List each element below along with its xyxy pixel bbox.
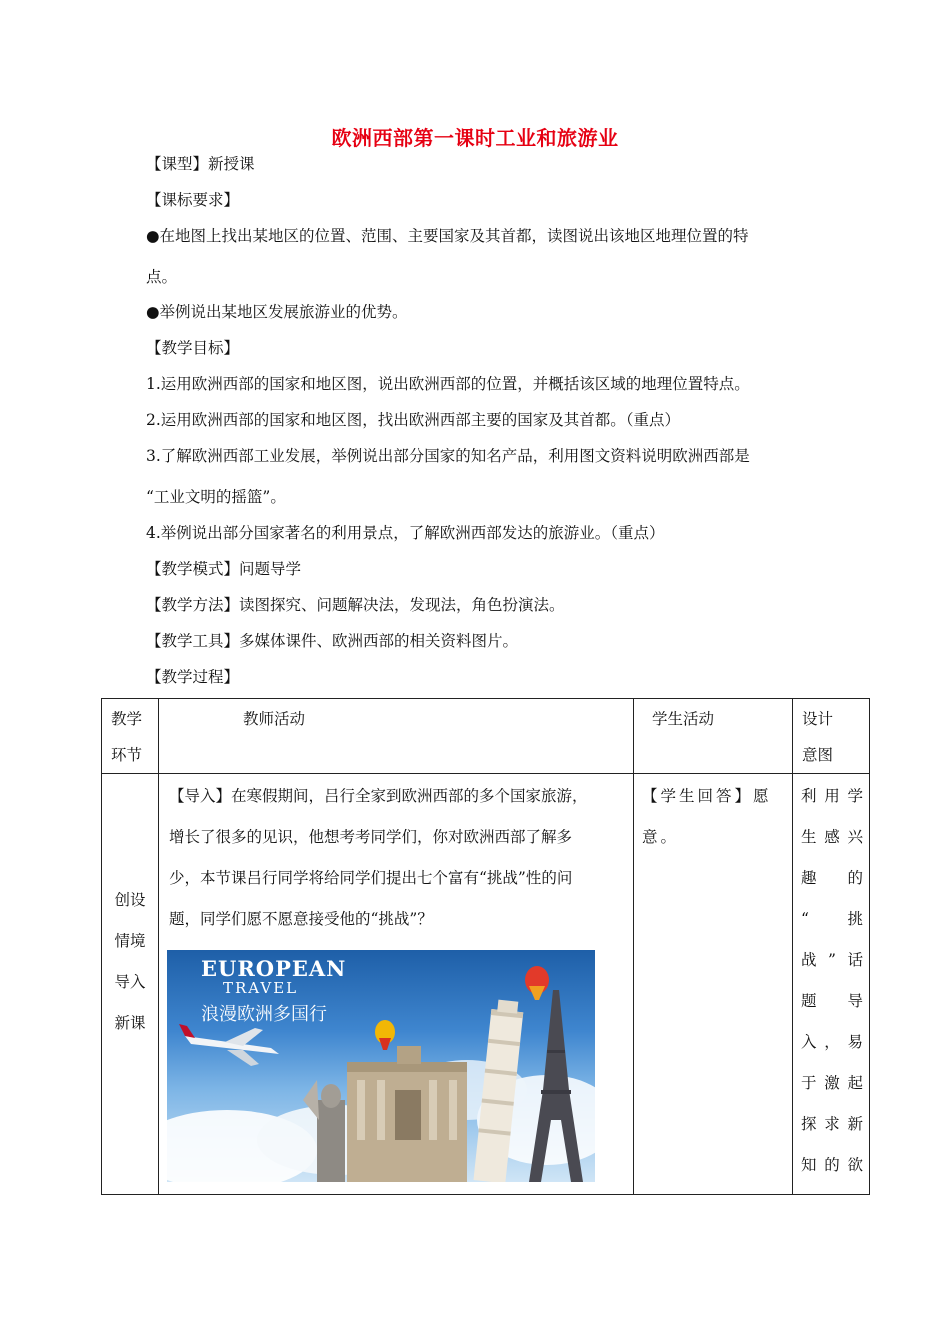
header-stage-line1: 教学 xyxy=(111,710,143,728)
stage-line: 新课 xyxy=(114,1014,146,1032)
header-teacher-label: 教师活动 xyxy=(243,710,306,728)
stage-cell xyxy=(102,774,159,1195)
header-stage-line2: 环节 xyxy=(111,746,143,764)
stage-line: 情境 xyxy=(114,932,146,950)
intent-line: 生感兴 xyxy=(801,828,863,846)
intent-line: 知的欲 xyxy=(801,1156,863,1174)
header-teacher xyxy=(159,699,634,774)
teacher-cell xyxy=(159,774,634,1195)
header-stage xyxy=(102,699,159,774)
intent-line: “ 挑 xyxy=(801,910,863,928)
header-intent xyxy=(793,699,870,774)
process-heading: 【教学过程】 xyxy=(146,668,240,686)
goal-3-cont: “工业文明的摇篮”。 xyxy=(146,488,286,506)
header-intent-line1: 设计 xyxy=(802,710,834,728)
teacher-line: 【导入】在寒假期间，吕行全家到欧洲西部的多个国家旅游， xyxy=(169,787,588,805)
banner-title-zh: 浪漫欧洲多国行 xyxy=(201,1004,327,1025)
intent-line: 利用学 xyxy=(801,787,863,805)
teacher-line: 增长了很多的见识，他想考考同学们，你对欧洲西部了解多 xyxy=(169,828,573,846)
goal-3: 3.了解欧洲西部工业发展，举例说出部分国家的知名产品，利用图文资料说明欧洲西部是 xyxy=(146,447,750,465)
europe-travel-image xyxy=(167,950,595,1182)
trevi-fountain-icon xyxy=(347,1046,467,1182)
airplane-icon xyxy=(179,1024,279,1066)
curriculum-item-1-cont: 点。 xyxy=(146,268,178,286)
teacher-line: 题，同学们愿不愿意接受他的“挑战”？ xyxy=(169,910,433,928)
stage-line: 创设 xyxy=(114,891,146,909)
intent-line: 战”话 xyxy=(801,951,863,969)
curriculum-item-2: ●举例说出某地区发展旅游业的优势。 xyxy=(146,303,408,321)
banner-subtitle-en: TRAVEL xyxy=(223,979,299,997)
intent-line: 入，易 xyxy=(801,1033,863,1051)
intent-line: 探求新 xyxy=(801,1115,863,1133)
teaching-tools: 【教学工具】多媒体课件、欧洲西部的相关资料图片。 xyxy=(146,632,519,650)
header-student-label: 学生活动 xyxy=(652,710,715,728)
student-line: 意。 xyxy=(642,828,680,846)
document-title: 欧洲西部第一课时工业和旅游业 xyxy=(331,126,619,150)
hot-air-balloon-icon xyxy=(375,966,549,1050)
stage-line: 导入 xyxy=(114,973,146,991)
lesson-type: 【课型】新授课 xyxy=(146,155,255,173)
goal-4: 4.举例说出部分国家著名的利用景点，了解欧洲西部发达的旅游业。（重点） xyxy=(146,524,665,542)
intent-line: 趣 的 xyxy=(801,869,863,887)
curriculum-heading: 【课标要求】 xyxy=(146,191,240,209)
goal-2: 2.运用欧洲西部的国家和地区图，找出欧洲西部主要的国家及其首都。（重点） xyxy=(146,411,681,429)
goal-1: 1.运用欧洲西部的国家和地区图，说出欧洲西部的位置，并概括该区域的地理位置特点。 xyxy=(146,375,750,393)
teaching-mode: 【教学模式】问题导学 xyxy=(146,560,302,578)
header-student xyxy=(634,699,793,774)
header-intent-line2: 意图 xyxy=(802,746,834,764)
teaching-process-table xyxy=(101,698,870,1195)
teacher-line: 少，本节课吕行同学将给同学们提出七个富有“挑战”性的问 xyxy=(169,869,573,887)
student-line: 【学生回答】愿 xyxy=(642,787,772,805)
teaching-method: 【教学方法】读图探究、问题解决法，发现法，角色扮演法。 xyxy=(146,596,565,614)
intent-cell xyxy=(793,774,870,1195)
student-cell xyxy=(634,774,793,1195)
intent-line: 题 导 xyxy=(801,992,863,1010)
goals-heading: 【教学目标】 xyxy=(146,339,240,357)
curriculum-item-1: ●在地图上找出某地区的位置、范围、主要国家及其首都，读图说出该地区地理位置的特 xyxy=(146,227,749,245)
intent-line: 于激起 xyxy=(801,1074,863,1092)
banner-title-en: EUROPEAN xyxy=(201,956,347,981)
